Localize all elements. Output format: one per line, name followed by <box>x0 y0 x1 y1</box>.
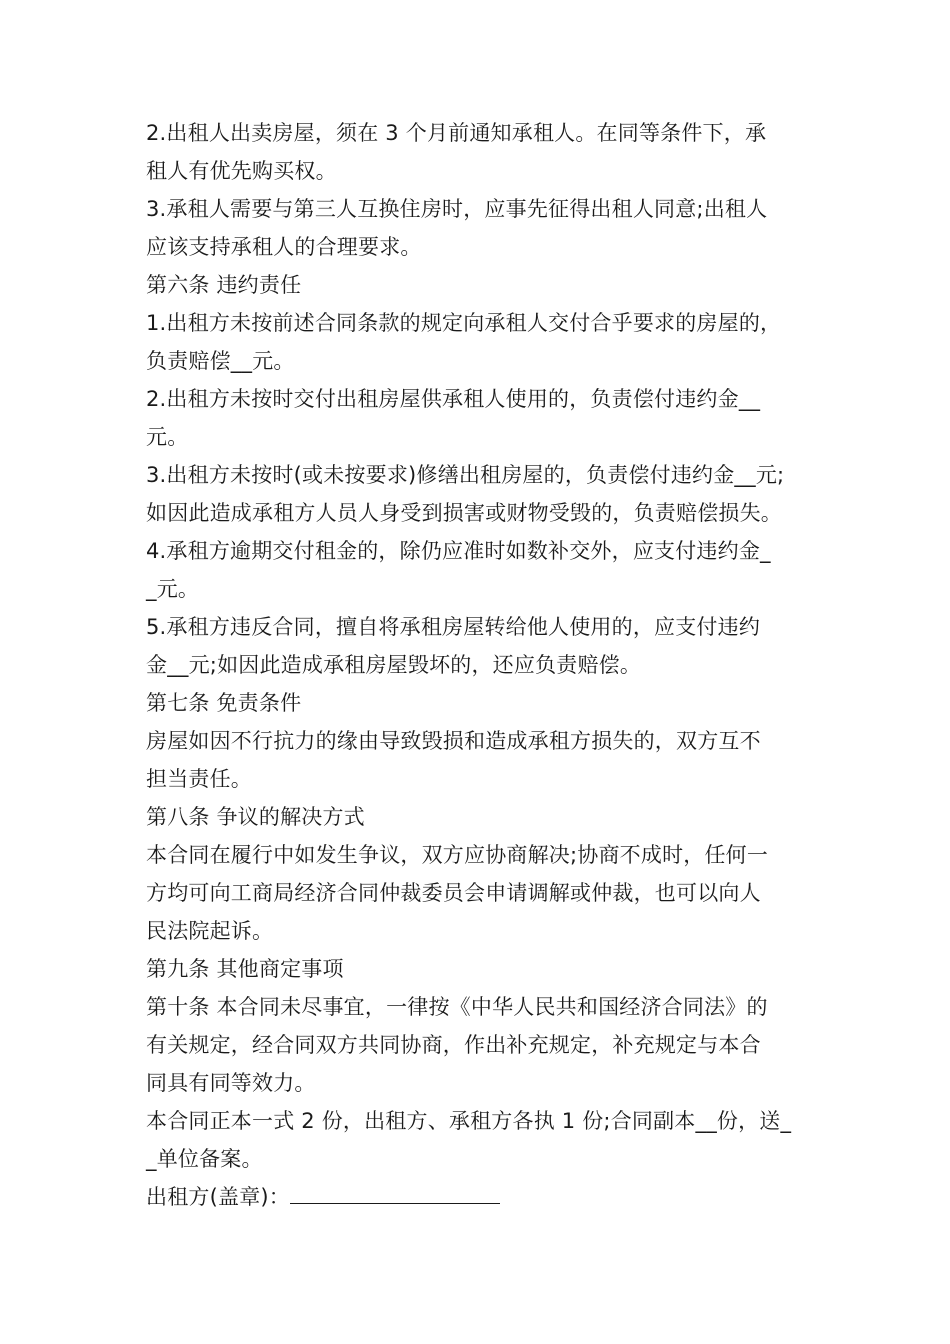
section-heading: 第八条 争议的解决方式 <box>146 805 365 829</box>
text-line: 租人有优先购买权。 <box>146 159 337 183</box>
text-line: 5.承租方违反合同，擅自将承租房屋转给他人使用的，应支付违约 <box>146 615 761 639</box>
text-line: 本合同在履行中如发生争议，双方应协商解决;协商不成时，任何一 <box>146 843 769 867</box>
text-line: 本合同正本一式 2 份，出租方、承租方各执 1 份;合同副本__份，送_ <box>146 1109 792 1133</box>
signature-row <box>146 1178 818 1216</box>
text-line: 方均可向工商局经济合同仲裁委员会申请调解或仲裁，也可以向人 <box>146 881 761 905</box>
text-line: 有关规定，经合同双方共同协商，作出补充规定，补充规定与本合 <box>146 1033 761 1057</box>
section-heading: 第七条 免责条件 <box>146 691 302 715</box>
text-line: 如因此造成承租方人员人身受到损害或财物受毁的，负责赔偿损失。 <box>146 501 782 525</box>
section-heading: 第九条 其他商定事项 <box>146 957 344 981</box>
text-line: 元。 <box>146 425 189 449</box>
text-line: 民法院起诉。 <box>146 919 274 943</box>
text-line: 4.承租方逾期交付租金的，除仍应准时如数补交外，应支付违约金_ <box>146 539 771 563</box>
section-heading: 第六条 违约责任 <box>146 273 302 297</box>
signature-label: 出租方(盖章)： <box>146 1185 290 1209</box>
text-line: 2.出租人出卖房屋，须在 3 个月前通知承租人。在同等条件下，承 <box>146 121 767 145</box>
text-line: 2.出租方未按时交付出租房屋供承租人使用的，负责偿付违约金__ <box>146 387 761 411</box>
text-line: 担当责任。 <box>146 767 252 791</box>
text-line: _单位备案。 <box>146 1147 263 1171</box>
text-line: _元。 <box>146 577 200 601</box>
text-line: 房屋如因不行抗力的缘由导致毁损和造成承租方损失的，双方互不 <box>146 729 761 753</box>
text-line: 1.出租方未按前述合同条款的规定向承租人交付合乎要求的房屋的， <box>146 311 782 335</box>
text-line: 第十条 本合同未尽事宜，一律按《中华人民共和国经济合同法》的 <box>146 995 768 1019</box>
text-line: 应该支持承租人的合理要求。 <box>146 235 422 259</box>
text-line: 3.承租人需要与第三人互换住房时，应事先征得出租人同意;出租人 <box>146 197 768 221</box>
signature-blank-line <box>290 1179 500 1204</box>
text-line: 金__元;如因此造成承租房屋毁坏的，还应负责赔偿。 <box>146 653 642 677</box>
text-line: 同具有同等效力。 <box>146 1071 316 1095</box>
document-page <box>146 114 818 1216</box>
text-line: 3.出租方未按时(或未按要求)修缮出租房屋的，负责偿付违约金__元; <box>146 463 785 487</box>
text-line: 负责赔偿__元。 <box>146 349 295 373</box>
